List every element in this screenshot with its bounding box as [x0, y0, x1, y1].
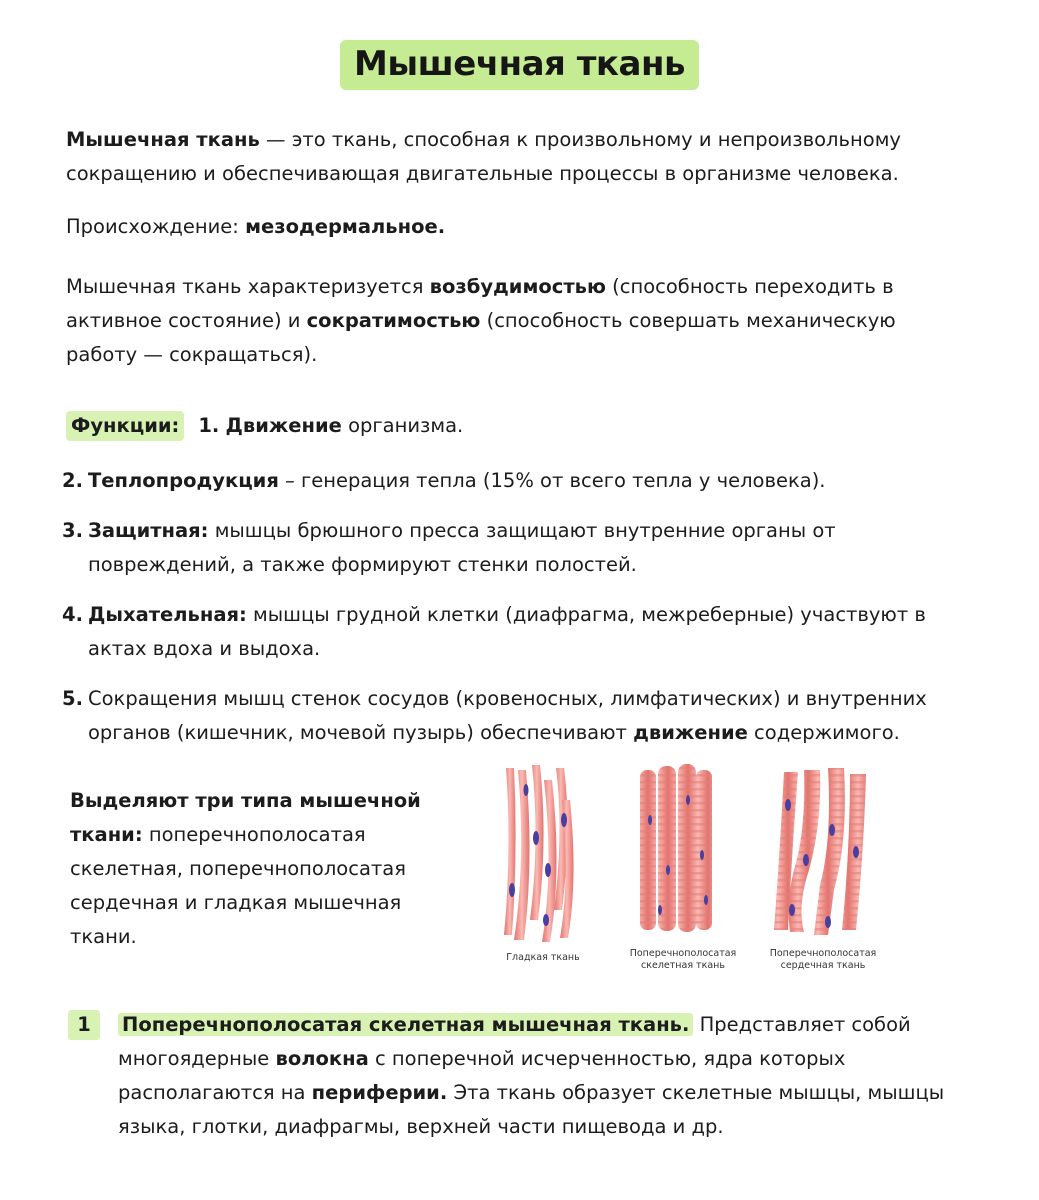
list-item-bold: движение: [633, 721, 748, 744]
section-heading: Поперечнополосатая скелетная мышечная ткань.: [118, 1013, 693, 1036]
caption-smooth-line1: Гладкая ткань: [506, 952, 580, 963]
functions-list: [62, 464, 982, 766]
functions-first-line: [66, 409, 966, 443]
muscle-types-paragraph: [70, 784, 450, 954]
origin-value: мезодермальное.: [245, 215, 446, 238]
caption-cardiac-line2: сердечная ткань: [780, 960, 866, 971]
list-item-bold: Дыхательная:: [88, 603, 247, 626]
section-text-2: с поперечной исчерченностью, ядра которых располагаются на: [118, 1047, 846, 1104]
list-item: [62, 514, 982, 582]
functions-label: Функции:: [66, 411, 184, 441]
list-item-bold: Теплопродукция: [88, 469, 279, 492]
page-title: Мышечная ткань: [340, 40, 699, 90]
caption-cardiac: [758, 948, 888, 972]
origin-label: Происхождение:: [66, 215, 246, 238]
section-body: [118, 1008, 968, 1144]
properties-text-3: (способность совершать механическую работу — сокращаться).: [66, 309, 896, 366]
list-item-num: 4.: [62, 603, 83, 626]
caption-skeletal-line2: скелетная ткань: [641, 960, 725, 971]
function-1-text: организма.: [341, 414, 464, 437]
function-1-num: 1.: [198, 414, 220, 437]
list-item-text: мышцы брюшного пресса защищают внутренние органы от повреждений, а также формируют стенки полостей.: [88, 519, 836, 576]
definition-text: — это ткань, способная к произвольному и непроизвольному сокращению и обеспечивающая двигательные процессы в организме человека.: [66, 128, 901, 185]
list-item: [62, 598, 982, 666]
title-wrap: [0, 40, 1039, 90]
skeletal-tissue-drawing: [640, 764, 712, 932]
section-number: 1: [68, 1010, 100, 1040]
caption-skeletal: [618, 948, 748, 972]
section-bold-1: волокна: [275, 1047, 369, 1070]
list-item-text: мышцы грудной клетки (диафрагма, межреберные) участвуют в актах вдоха и выдоха.: [88, 603, 926, 660]
section-text-1: Представляет собой многоядерные: [118, 1013, 911, 1070]
origin-paragraph: [66, 210, 966, 244]
section-text-3: Эта ткань образует скелетные мышцы, мышцы языка, глотки, диафрагмы, верхней части пищевода и др.: [118, 1081, 945, 1138]
list-item-num: 2.: [62, 469, 83, 492]
properties-paragraph: [66, 270, 946, 372]
section-bold-2: периферии.: [311, 1081, 448, 1104]
list-item-num: 3.: [62, 519, 83, 542]
property-excitability: возбудимостью: [429, 275, 606, 298]
section-skeletal: [68, 1008, 968, 1144]
definition-paragraph: [66, 123, 966, 191]
tissue-illustration: [488, 760, 908, 950]
list-item: [62, 464, 982, 498]
properties-text-1: Мышечная ткань характеризуется: [66, 275, 430, 298]
caption-cardiac-line1: Поперечнополосатая: [769, 948, 877, 959]
property-contractility: сократимостью: [306, 309, 481, 332]
list-item-text: – генерация тепла (15% от всего тепла у человека).: [278, 469, 826, 492]
list-item-num: 5.: [62, 687, 83, 710]
muscle-tissue-figure: [488, 760, 908, 980]
list-item-bold: Защитная:: [88, 519, 209, 542]
list-item-text: содержимого.: [747, 721, 900, 744]
function-1-bold: Движение: [225, 414, 342, 437]
properties-text-2: (способность переходить в активное состояние) и: [66, 275, 894, 332]
cardiac-tissue-drawing: [774, 768, 866, 935]
caption-skeletal-line1: Поперечнополосатая: [629, 948, 737, 959]
definition-term: Мышечная ткань: [66, 128, 260, 151]
caption-smooth: [488, 952, 598, 964]
list-item: [62, 682, 982, 750]
list-item-text: Сокращения мышц стенок сосудов (кровеносных, лимфатических) и внутренних органов (кишечник, мочевой пузырь) обеспечивают: [88, 687, 927, 744]
smooth-tissue-drawing: [504, 765, 574, 942]
types-text: поперечнополосатая скелетная, поперечнополосатая сердечная и гладкая мышечная ткани.: [70, 823, 406, 948]
types-bold: Выделяют три типа мышечной ткани:: [70, 789, 421, 846]
